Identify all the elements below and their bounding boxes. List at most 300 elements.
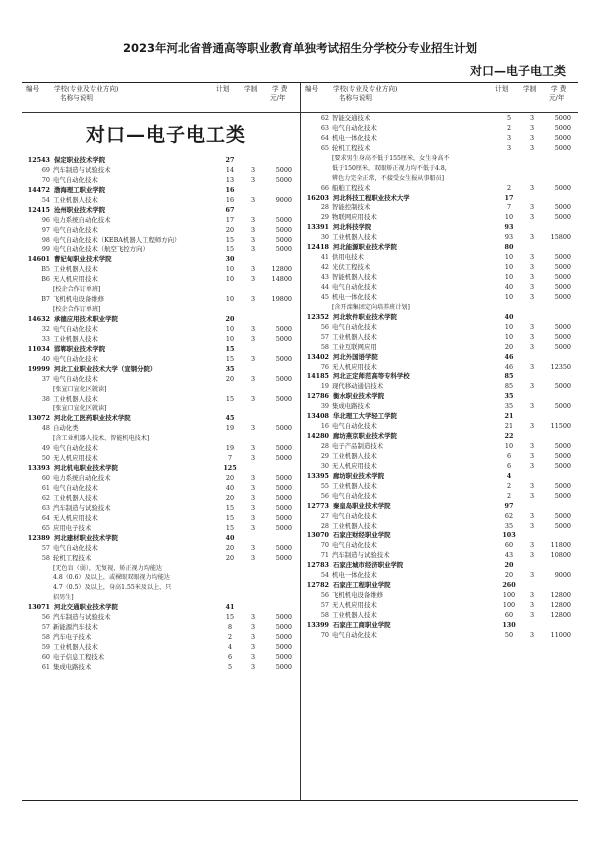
school-code: 13399	[306, 620, 329, 629]
school-row	[305, 472, 575, 482]
major-name: 供用电技术	[332, 253, 364, 262]
major-years: 3	[529, 273, 535, 282]
major-name: 无人机应用技术	[53, 275, 98, 284]
major-code: 70	[41, 175, 50, 184]
major-row	[305, 134, 575, 144]
major-note: 4.7（0.5）及以上，身高1.55米及以上，只	[53, 584, 172, 592]
major-name: 电气自动化技术	[332, 541, 377, 550]
major-code: 29	[320, 213, 329, 222]
major-fee: 5000	[554, 273, 571, 282]
major-years: 3	[250, 424, 256, 433]
major-plan: 15	[225, 394, 235, 403]
school-row	[26, 345, 296, 355]
document-title: 2023年河北省普通高等职业教育单独考试招生分学校分专业招生计划	[122, 41, 477, 55]
school-code: 12352	[306, 312, 329, 321]
major-name: 汽车制造与试验技术	[53, 165, 111, 174]
school-name: 河北科技工程职业技术大学	[333, 193, 410, 202]
major-name: 物联网应用技术	[332, 213, 377, 222]
major-years: 3	[529, 521, 535, 530]
major-name: 电气自动化技术	[53, 354, 98, 363]
major-name: 飞机机电设备维修	[332, 591, 384, 600]
major-fee: 5000	[554, 282, 571, 291]
major-years: 3	[250, 474, 256, 483]
major-name: 电子产品制造技术	[332, 442, 384, 450]
major-plan: 4	[227, 643, 233, 652]
major-fee: 9000	[275, 195, 292, 204]
major-plan: 6	[506, 451, 512, 460]
school-plan-total: 22	[504, 432, 514, 441]
major-years: 3	[250, 235, 256, 244]
major-name: 电气自动化技术	[53, 175, 98, 184]
major-years: 3	[529, 630, 535, 639]
major-note: 低于150厘米，双眼矫正视力均不低于4.8，	[332, 164, 451, 172]
major-years: 3	[250, 623, 256, 632]
major-row	[305, 233, 575, 243]
major-note: 招男生]	[53, 594, 74, 602]
section-title: 对口—电子电工类	[85, 124, 246, 146]
major-row	[305, 253, 575, 263]
major-plan: 10	[225, 334, 235, 343]
major-code: 58	[41, 553, 50, 562]
major-code: 40	[41, 354, 50, 363]
school-code: 14632	[27, 315, 50, 324]
major-note: [含工业机器人技术、智能机电技术]	[53, 435, 150, 443]
major-years: 3	[529, 451, 535, 460]
major-code: 56	[320, 491, 329, 500]
major-fee: 5000	[554, 133, 571, 142]
major-row	[26, 375, 296, 385]
school-row	[305, 194, 575, 204]
major-fee: 5000	[554, 461, 571, 470]
major-plan: 15	[225, 523, 235, 532]
school-name: 河北科技学院	[333, 223, 372, 232]
major-fee: 12800	[271, 265, 292, 274]
school-name: 河北工业职业技术大学（宣钢分院）	[54, 364, 157, 373]
column-header-code: 编号	[26, 85, 40, 93]
major-plan: 10	[504, 273, 514, 282]
major-plan: 15	[225, 513, 235, 522]
major-code: 62	[320, 114, 329, 122]
school-plan-total: 20	[504, 561, 514, 570]
major-plan: 10	[225, 275, 235, 284]
major-years: 3	[529, 263, 535, 272]
column-header-years: 学制	[523, 85, 537, 93]
column-header-fee: 学 费	[551, 85, 567, 93]
school-row	[26, 534, 296, 544]
major-name: 电气自动化技术（KEBA机器人工程师方向）	[53, 235, 181, 244]
major-years: 3	[250, 175, 256, 184]
major-row	[305, 591, 575, 601]
major-name: 集成电路技术	[332, 402, 371, 411]
major-plan: 10	[225, 265, 235, 274]
major-years: 3	[250, 553, 256, 562]
major-row	[26, 236, 296, 246]
major-fee: 5000	[554, 451, 571, 460]
school-name: 沧州职业技术学院	[54, 205, 106, 214]
major-plan: 15	[225, 503, 235, 512]
school-row	[305, 223, 575, 233]
major-code: 56	[320, 322, 329, 331]
major-row	[305, 293, 575, 303]
major-code: 60	[41, 653, 50, 662]
major-code: B6	[41, 275, 50, 284]
school-plan-total: 97	[504, 501, 514, 510]
major-row	[305, 323, 575, 333]
major-years: 3	[529, 322, 535, 331]
major-fee: 5000	[275, 553, 292, 562]
major-code: 19	[320, 382, 329, 391]
major-plan: 10	[225, 295, 235, 304]
major-fee: 5000	[275, 225, 292, 234]
column-header-fee: 学 费	[272, 85, 288, 93]
major-plan: 10	[504, 263, 514, 272]
major-name: 电力系统自动化技术	[53, 215, 111, 224]
school-row	[26, 414, 296, 424]
major-fee: 12800	[550, 610, 571, 619]
major-code: 70	[320, 541, 329, 550]
school-name: 石家庄工程职业学院	[333, 581, 391, 590]
major-years: 3	[250, 394, 256, 403]
major-row	[305, 203, 575, 213]
school-name: 承德应用技术职业学院	[54, 315, 118, 324]
major-code: 56	[41, 613, 50, 622]
school-plan-total: 41	[225, 603, 235, 612]
major-code: 65	[320, 143, 329, 152]
major-code: 56	[320, 591, 329, 600]
major-fee: 5000	[275, 324, 292, 333]
major-years: 3	[250, 484, 256, 493]
major-fee: 5000	[554, 143, 571, 152]
major-years: 3	[250, 354, 256, 363]
column-divider	[300, 83, 301, 800]
major-plan: 20	[225, 225, 235, 234]
major-years: 3	[250, 195, 256, 204]
school-plan-total: 125	[223, 464, 237, 473]
major-row	[305, 382, 575, 392]
school-code: 12415	[27, 205, 50, 214]
major-fee: 15800	[550, 233, 571, 242]
school-code: 13402	[306, 352, 329, 361]
major-plan: 17	[225, 215, 235, 224]
major-plan: 10	[225, 324, 235, 333]
major-name: 电气自动化技术	[332, 282, 377, 291]
major-plan: 20	[225, 474, 235, 483]
major-code: 58	[320, 342, 329, 351]
major-fee: 5000	[275, 613, 292, 622]
school-row	[26, 315, 296, 325]
major-fee: 5000	[554, 521, 571, 530]
major-row	[305, 522, 575, 532]
major-code: 30	[320, 233, 329, 242]
major-fee: 5000	[275, 662, 292, 671]
major-fee: 5000	[275, 374, 292, 383]
major-row	[305, 462, 575, 472]
column-header-years: 学制	[244, 85, 258, 93]
school-name: 石家庄财经职业学院	[333, 531, 391, 540]
school-row	[26, 206, 296, 216]
major-plan: 21	[504, 422, 514, 431]
school-plan-total: 46	[504, 352, 514, 361]
major-plan: 93	[504, 233, 514, 242]
school-row	[26, 156, 296, 166]
major-code: 58	[320, 610, 329, 619]
major-plan: 40	[225, 484, 235, 493]
major-years: 3	[529, 332, 535, 341]
major-code: 50	[41, 454, 50, 463]
major-years: 3	[250, 613, 256, 622]
major-row	[26, 166, 296, 176]
school-plan-total: 17	[504, 193, 514, 202]
school-name: 秦皇岛职业技术学院	[333, 501, 391, 510]
major-years: 3	[250, 662, 256, 671]
major-row	[305, 492, 575, 502]
major-code: 99	[41, 245, 50, 254]
major-name: 电气自动化技术	[332, 511, 377, 520]
major-fee: 14800	[271, 275, 292, 284]
major-name: 自动化类	[53, 424, 79, 433]
major-row	[305, 422, 575, 432]
column-header-school: 学校(专业及专业方向)	[54, 85, 119, 93]
major-years: 3	[529, 481, 535, 490]
major-years: 3	[250, 225, 256, 234]
major-name: 电气自动化技术	[53, 374, 98, 383]
major-years: 3	[250, 245, 256, 254]
school-row	[26, 186, 296, 196]
major-code: 57	[41, 543, 50, 552]
school-plan-total: 40	[225, 533, 235, 542]
column-header-school-desc: 名称与说明	[339, 93, 372, 102]
major-years: 3	[529, 342, 535, 351]
school-code: 12418	[306, 243, 329, 252]
major-plan: 15	[225, 245, 235, 254]
major-note: [张宣口宣化区就读]	[53, 405, 107, 413]
school-name: 华北理工大学轻工学院	[333, 412, 397, 421]
column-header-plan: 计划	[216, 85, 230, 93]
major-code: 45	[320, 292, 329, 301]
school-plan-total: 27	[225, 156, 235, 164]
major-years: 3	[529, 203, 535, 212]
major-name: 电气自动化技术	[53, 543, 98, 552]
major-code: 64	[41, 513, 50, 522]
major-plan: 15	[225, 613, 235, 622]
major-row	[26, 196, 296, 206]
major-name: 电气自动化技术	[53, 225, 98, 234]
major-code: 39	[320, 402, 329, 411]
major-years: 3	[529, 282, 535, 291]
school-name: 河北交通职业技术学院	[54, 603, 118, 612]
major-fee: 5000	[554, 402, 571, 411]
major-years: 3	[529, 402, 535, 411]
major-code: 59	[41, 643, 50, 652]
major-name: 智能机器人技术	[332, 273, 377, 282]
major-years: 3	[529, 213, 535, 222]
major-plan: 20	[504, 342, 514, 351]
school-name: 保定职业技术学院	[54, 156, 106, 164]
major-row	[26, 524, 296, 534]
major-row	[305, 551, 575, 561]
major-plan: 5	[227, 662, 233, 671]
major-name: 电气自动化技术	[53, 444, 98, 453]
school-name: 廊坊燕京职业技术学院	[333, 432, 397, 441]
major-years: 3	[529, 183, 535, 192]
school-code: 12782	[306, 581, 329, 590]
major-fee: 5000	[554, 213, 571, 222]
school-code: 14472	[27, 185, 50, 194]
major-plan: 5	[506, 114, 512, 122]
major-row	[305, 631, 575, 641]
school-code: 13391	[306, 223, 329, 232]
major-fee: 5000	[554, 123, 571, 132]
major-row	[305, 482, 575, 492]
major-row	[305, 213, 575, 223]
major-code: 57	[320, 601, 329, 609]
school-name: 曹妃甸职业技术学院	[54, 255, 112, 264]
school-row	[305, 313, 575, 323]
major-years: 3	[529, 292, 535, 301]
major-fee: 12800	[550, 601, 571, 609]
school-row	[305, 432, 575, 442]
major-fee: 5000	[275, 653, 292, 662]
school-name: 河北外国语学院	[333, 352, 378, 361]
major-name: 汽车电子技术	[53, 633, 92, 642]
major-plan: 2	[506, 183, 512, 192]
major-fee: 5000	[275, 354, 292, 363]
major-row	[26, 504, 296, 514]
major-name: 无人机应用技术	[332, 362, 377, 371]
school-name: 渤海理工职业学院	[54, 185, 106, 194]
major-fee: 5000	[554, 382, 571, 391]
major-years: 3	[529, 571, 535, 580]
major-name: 电气自动化技术	[332, 123, 377, 132]
major-years: 3	[529, 253, 535, 262]
school-code: 19999	[27, 364, 50, 373]
major-row	[26, 444, 296, 454]
major-plan: 2	[506, 491, 512, 500]
school-row	[305, 561, 575, 571]
major-code: 55	[320, 481, 329, 490]
major-name: 无人机应用技术	[53, 513, 98, 522]
major-note: [校企合作订单班]	[53, 306, 101, 314]
major-row	[26, 484, 296, 494]
major-years: 3	[529, 442, 535, 450]
major-years: 3	[250, 324, 256, 333]
major-plan: 20	[504, 571, 514, 580]
major-plan: 3	[506, 133, 512, 142]
major-code: 30	[320, 461, 329, 470]
major-name: 无人机应用技术	[53, 454, 98, 463]
major-name: 工业机器人技术	[53, 334, 98, 343]
major-code: 27	[320, 511, 329, 520]
school-code: 14601	[27, 255, 50, 264]
major-plan: 15	[225, 235, 235, 244]
major-plan: 2	[506, 481, 512, 490]
major-plan: 20	[225, 553, 235, 562]
major-name: 无人机应用技术	[332, 461, 377, 470]
major-fee: 10800	[550, 551, 571, 560]
major-code: 42	[320, 263, 329, 272]
major-name: 机电一体化技术	[332, 571, 377, 580]
school-row	[305, 353, 575, 363]
major-plan: 10	[504, 213, 514, 222]
major-name: 电子信息工程技术	[53, 653, 105, 662]
major-code: B5	[41, 265, 50, 274]
major-note: [要求男生身高不低于155厘米，女生身高不	[332, 154, 450, 162]
major-row	[305, 363, 575, 373]
major-years: 3	[250, 334, 256, 343]
major-name: 智能控制技术	[332, 203, 371, 212]
major-row	[305, 333, 575, 343]
major-plan: 3	[506, 143, 512, 152]
major-plan: 35	[504, 521, 514, 530]
school-plan-total: 16	[225, 185, 235, 194]
major-fee: 5000	[554, 332, 571, 341]
school-plan-total: 4	[506, 471, 512, 480]
major-row	[305, 452, 575, 462]
major-name: 工业机器人技术	[332, 233, 377, 242]
major-fee: 5000	[275, 493, 292, 502]
school-plan-total: 85	[504, 372, 514, 381]
major-fee: 5000	[554, 342, 571, 351]
major-code: 61	[41, 662, 50, 671]
major-name: 工业机器人技术	[332, 521, 377, 530]
school-row	[26, 255, 296, 265]
major-note: 4.8（0.6）及以上，或裸眼双眼视力均能达	[53, 574, 170, 582]
major-code: 37	[41, 374, 50, 383]
major-name: 飞机机电设备维修	[53, 295, 105, 304]
major-years: 3	[529, 362, 535, 371]
major-years: 3	[529, 143, 535, 152]
major-plan: 100	[502, 591, 516, 600]
major-plan: 6	[506, 461, 512, 470]
school-plan-total: 80	[504, 243, 514, 252]
major-plan: 2	[227, 633, 233, 642]
major-name: 汽车制造与试验技术	[53, 503, 111, 512]
major-years: 3	[529, 233, 535, 242]
major-code: 76	[320, 362, 329, 371]
major-name: 电力系统自动化技术	[53, 474, 111, 483]
major-fee: 5000	[275, 175, 292, 184]
major-fee: 5000	[275, 454, 292, 463]
major-plan: 10	[504, 253, 514, 262]
major-fee: 5000	[554, 491, 571, 500]
major-plan: 8	[227, 623, 233, 632]
subject-category: 对口—电子电工类	[469, 64, 566, 78]
major-years: 3	[250, 215, 256, 224]
school-plan-total: 93	[504, 223, 514, 232]
school-name: 邯郸职业技术学院	[54, 344, 106, 353]
major-years: 3	[250, 165, 256, 174]
school-plan-total: 130	[502, 620, 516, 629]
major-code: 61	[41, 484, 50, 493]
school-plan-total: 35	[504, 392, 514, 401]
major-fee: 5000	[275, 245, 292, 254]
school-code: 16203	[306, 193, 329, 202]
major-code: 71	[320, 551, 329, 560]
major-plan: 60	[504, 610, 514, 619]
major-plan: 46	[504, 362, 514, 371]
major-years: 3	[529, 541, 535, 550]
major-years: 3	[250, 633, 256, 642]
major-name: 智能交通技术	[332, 114, 371, 122]
school-code: 11034	[27, 344, 50, 353]
major-fee: 5000	[275, 424, 292, 433]
major-row	[305, 273, 575, 283]
major-years: 3	[529, 491, 535, 500]
major-code: 60	[41, 474, 50, 483]
major-years: 3	[529, 511, 535, 520]
major-code: 41	[320, 253, 329, 262]
major-years: 3	[529, 551, 535, 560]
